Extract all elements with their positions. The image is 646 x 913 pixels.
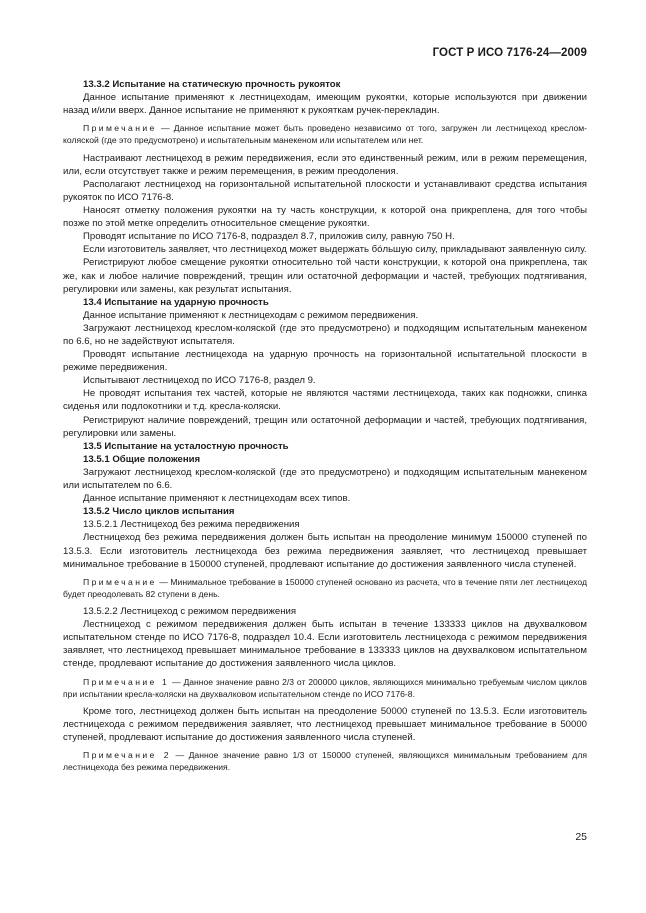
note-paragraph: [63, 122, 587, 146]
body-paragraph: Кроме того, лестницеход должен быть испытан на преодоление 50000 ступеней по 13.5.3. Если изготовитель лестницехода с режимом передвижения заявляет, что лестницеход превышает минимальное требование в 50000 ступеней, продлевают испытание до достижения заявленного числа ступеней.: [63, 705, 587, 744]
body-paragraph: Лестницеход без режима передвижения должен быть испытан на преодоление минимум 150000 ступеней по 13.5.3. Если изготовитель лестницехода без режима передвижения заявляет, что лестницеход превышает минимальное требование в 150000 ступеней, продлевают испытание до достижения заявленного числа ступеней.: [63, 532, 587, 570]
body-paragraph: Данное испытание применяют к лестницеходам с режимом передвижения.: [83, 309, 419, 321]
note-text: — Данное значение равно 1/3 от 150000 ступеней, являющихся минимальным требованием для лестницехода без режима передвижения.: [63, 750, 587, 773]
note-paragraph: [63, 676, 587, 700]
body-paragraph: Испытывают лестницеход по ИСО 7176-8, раздел 9.: [83, 375, 316, 387]
note-label: Примечание: [83, 123, 157, 134]
note-label: Примечание 1: [83, 676, 170, 687]
section-heading: 13.4 Испытание на ударную прочность: [83, 296, 269, 308]
body-paragraph: Лестницеход с режимом передвижения должен быть испытан в течение 133333 циклов на двухвалковом испытательном стенде по ИСО 7176-8, подраздел 10.4. Если изготовитель лестницехода с режимом передвижения заявляет, что лестницеход превышает минимальное требование в 133333 циклов на двухвалковом испытательном стенде, продлевают испытание до достижения заявленного числа циклов.: [63, 619, 587, 670]
body-paragraph: Наносят отметку положения рукоятки на ту часть конструкции, к которой она прикреплена, для того чтобы позже по этой метке определить относительное смещение рукоятки.: [63, 205, 587, 230]
note-text: — Данное испытание может быть проведено независимо от того, загружен ли лестницеход креслом-коляской (где это предусмотрено) и испытательным манекеном или испытателем или нет.: [63, 123, 587, 146]
body-paragraph: 13.5.2.1 Лестницеход без режима передвижения: [83, 519, 300, 531]
body-paragraph: Проводят испытание лестницехода на ударную прочность на горизонтальной испытательной плоскости в режиме передвижения.: [63, 349, 587, 374]
note-label: Примечание: [83, 576, 157, 587]
body-paragraph: Данное испытание применяют к лестницеходам, имеющим рукоятки, которые используются при движении назад и/или вверх. Данное испытание не применяют к рукояткам ручек-перекладин.: [63, 92, 587, 117]
document-body: [63, 78, 587, 779]
body-paragraph: Загружают лестницеход креслом-коляской (где это предусмотрено) и подходящим испытательным манекеном по 6.6, но не задействуют испытателя.: [63, 322, 587, 347]
section-heading: 13.5.1 Общие положения: [83, 453, 201, 465]
body-paragraph: Проводят испытание по ИСО 7176-8, подраздел 8.7, приложив силу, равную 750 Н.: [83, 231, 455, 243]
body-paragraph: 13.5.2.2 Лестницеход с режимом передвижения: [83, 606, 297, 618]
section-heading: 13.5.2 Число циклов испытания: [83, 506, 235, 518]
body-paragraph: Если изготовитель заявляет, что лестницеход может выдержать бо́льшую силу, прикладывают заявленную силу.: [83, 244, 587, 256]
note-paragraph: [63, 749, 587, 773]
note-paragraph: [63, 576, 587, 600]
note-text: — Минимальное требование в 150000 ступеней основано из расчета, что в течение пяти лет лестницеход будет преодолевать 82 ступени в день.: [63, 576, 587, 599]
section-heading: 13.5 Испытание на усталостную прочность: [83, 440, 289, 452]
body-paragraph: Регистрируют наличие повреждений, трещин или остаточной деформации и частей, требующих подтягивания, регулировки или замены.: [63, 414, 587, 439]
body-paragraph: Располагают лестницеход на горизонтальной испытательной плоскости и устанавливают средства испытания рукояток по ИСО 7176-8.: [63, 178, 587, 203]
standard-code-header: ГОСТ Р ИСО 7176-24—2009: [432, 47, 587, 59]
body-paragraph: Регистрируют любое смещение рукоятки относительно той части конструкции, к которой она прикреплена, так же, как и любое наличие повреждений, трещин или остаточной деформации и частей, требующих подтягивания, регулировки или замены, как результат испытания.: [63, 257, 587, 295]
page-number: 25: [575, 831, 587, 843]
body-paragraph: Настраивают лестницеход в режим передвижения, если это единственный режим, или в режим перемещения, или, если отсутствует также и режим перемещения, в режим преодоления.: [63, 152, 587, 177]
body-paragraph: Загружают лестницеход креслом-коляской (где это предусмотрено) и подходящим испытательным манекеном или испытателем по 6.6.: [63, 466, 587, 492]
section-heading: 13.3.2 Испытание на статическую прочность рукояток: [83, 79, 341, 90]
body-paragraph: Не проводят испытания тех частей, которые не являются частями лестницехода, таких как подножки, спинка сиденья или подлокотники и т.д. кресла-коляски.: [63, 388, 587, 413]
body-paragraph: Данное испытание применяют к лестницеходам всех типов.: [83, 493, 351, 505]
note-text: — Данное значение равно 2/3 от 200000 циклов, являющихся минимально требуемым числом циклов при испытании кресла-коляски на двухвалковом испытательном стенде по ИСО 7176-8.: [63, 676, 587, 699]
note-label: Примечание 2: [83, 750, 171, 761]
